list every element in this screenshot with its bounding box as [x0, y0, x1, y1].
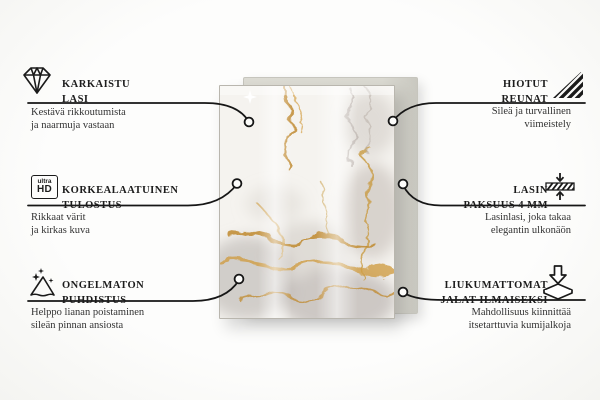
ultra-hd-icon-text-big: HD [36, 184, 53, 196]
feature-polished-edges-desc [492, 105, 571, 131]
marble-texture [220, 86, 394, 318]
title-line: KORKEALAATUINEN [62, 184, 179, 196]
feature-print-quality-title [62, 183, 178, 214]
sparkle-clean-icon [26, 267, 58, 299]
feature-non-slip-feet-desc [469, 306, 571, 332]
desc-line: Lasinlasi, joka takaa [484, 212, 571, 223]
glass-thickness-icon [543, 173, 577, 200]
title-line: LASIN [513, 184, 548, 196]
polished-edges-icon [552, 69, 584, 99]
desc-line: sileän pinnan ansiosta [31, 320, 124, 331]
desc-line: viimeistely [524, 119, 571, 130]
title-line: JALAT ILMAISEKSI [440, 295, 548, 306]
feature-print-quality-desc [31, 211, 90, 237]
title-line: PUHDISTUS [62, 295, 127, 306]
title-line: ONGELMATON [62, 279, 145, 291]
desc-line: Helppo lianan poistaminen [31, 307, 145, 318]
title-line: PAKSUUS 4 MM [463, 200, 548, 211]
feature-non-slip-feet-title [440, 278, 548, 309]
desc-line: elegantin ulkonäön [490, 225, 571, 236]
title-line: HIOTUT [502, 78, 548, 90]
diamond-icon [20, 64, 54, 98]
feature-glass-thickness-desc [485, 211, 571, 237]
feature-glass-thickness-title [463, 183, 548, 214]
desc-line: Rikkaat värit [31, 212, 86, 223]
desc-line: Sileä ja turvallinen [491, 106, 571, 117]
desc-line: ja naarmuja vastaan [31, 120, 115, 131]
feature-tempered-glass-desc [31, 106, 126, 132]
desc-line: Mahdollisuus kiinnittää [471, 307, 571, 318]
desc-line: itsetarttuvia kumijalkoja [468, 320, 571, 331]
feature-polished-edges-title [501, 77, 548, 108]
title-line: REUNAT [501, 94, 548, 105]
title-line: LASI [62, 94, 89, 105]
feature-easy-cleaning-title [62, 278, 144, 309]
desc-line: Kestävä rikkoutumista [31, 107, 126, 118]
ultra-hd-icon-text-small: ultra [37, 177, 52, 185]
ultra-hd-icon [31, 175, 58, 199]
title-line: TULOSTUS [62, 200, 123, 211]
feature-tempered-glass-title [62, 77, 130, 108]
title-line: KARKAISTU [62, 78, 131, 90]
title-line: LIUKUMATTOMAT [444, 279, 548, 291]
desc-line: ja kirkas kuva [31, 225, 90, 236]
marble-board-image [219, 85, 395, 319]
feature-easy-cleaning-desc [31, 306, 144, 332]
